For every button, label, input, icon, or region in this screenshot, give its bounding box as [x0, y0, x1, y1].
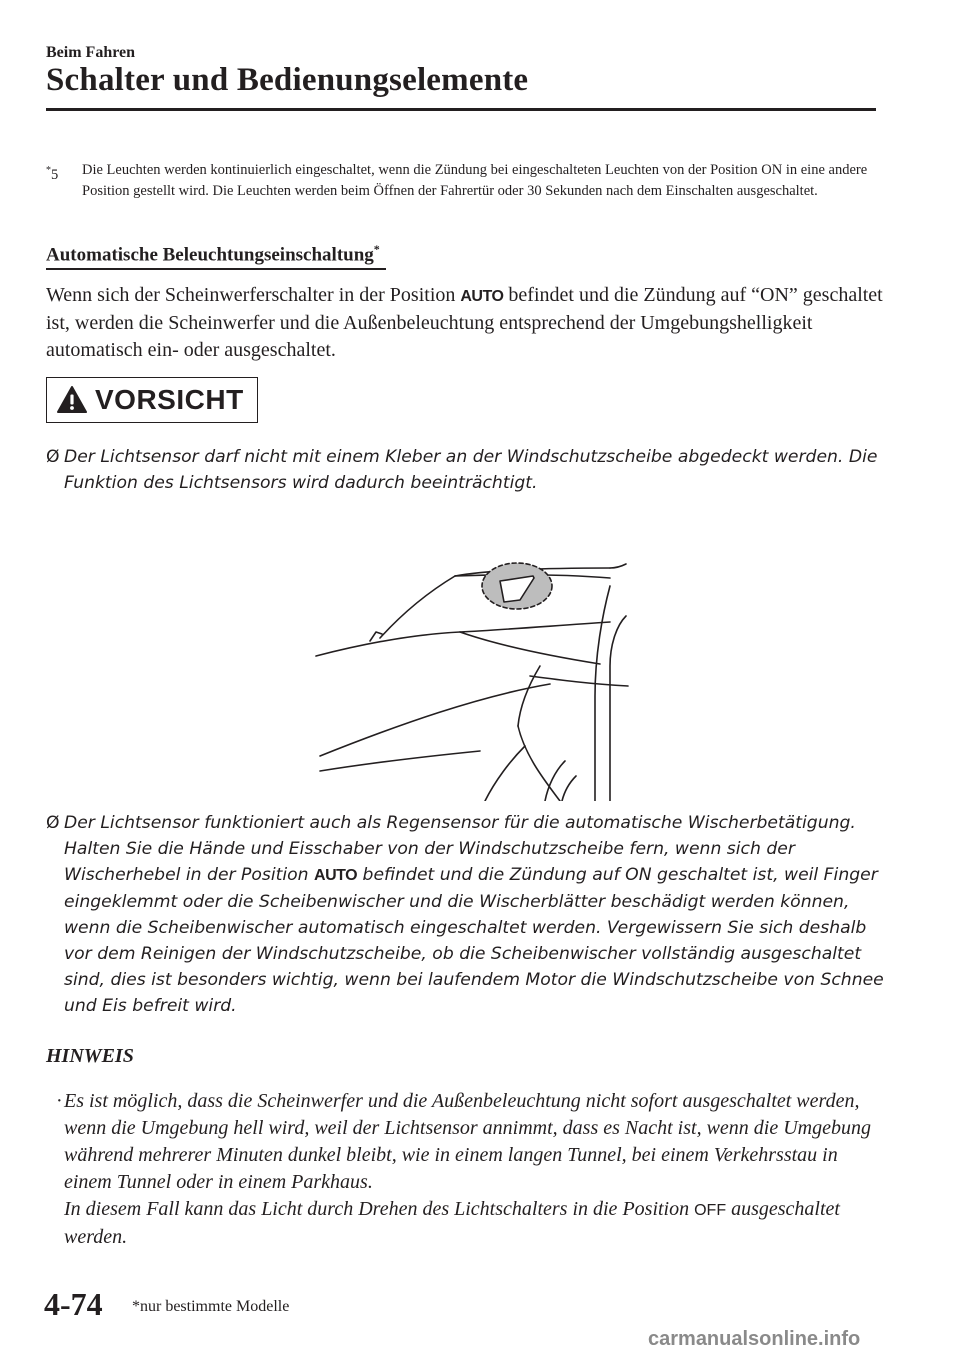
caution-item [46, 444, 886, 496]
body-paragraph: Wenn sich der Scheinwerferschalter in der Position AUTO befindet und die Zündung auf “ON” geschaltet ist, werden die Scheinwerfer und die Außenbeleuchtung entsprechend der Umgebungshelligkeit automatisch ein- oder ausgeschaltet. [46, 284, 883, 361]
section-label: Beim Fahren [46, 44, 136, 61]
arrow-bullet-icon: Ø [46, 447, 60, 467]
off-position-label: OFF [694, 1202, 727, 1219]
auto-position-icon: AUTO [314, 867, 358, 884]
footnote [46, 160, 876, 202]
caution-item-text: Der Lichtsensor darf nicht mit einem Kleber an der Windschutzscheibe abgedeckt werden. Die Funktion des Lichtsensors wird dadurch beeinträchtigt. [64, 447, 878, 493]
caution-item [46, 810, 886, 1019]
auto-position-icon: AUTO [460, 288, 504, 305]
arrow-bullet-icon: Ø [46, 813, 60, 833]
section-heading: Automatische Beleuchtungseinschaltung* [46, 242, 386, 270]
page-number: 4-74 [44, 1286, 103, 1322]
warning-triangle-icon [57, 385, 87, 415]
caution-label: VORSICHT [95, 384, 244, 415]
footnote-text: Die Leuchten werden kontinuierlich eingeschaltet, wenn die Zündung bei eingeschalteten Leuchten von der Position ON in eine andere Position gestellt wird. Die Leuchten werden beim Öffnen der Fahrertür oder 30 Sekunden nach dem Einschalten ausgeschaltet. [82, 162, 868, 199]
note-text: Es ist möglich, dass die Scheinwerfer und die Außenbeleuchtung nicht sofort ausgeschaltet werden, wenn die Umgebung hell wird, weil der Lichtsensor annimmt, dass es Nacht ist, wenn die Umgebung während mehrerer Minuten dunkel bleibt, wie in einem langen Tunnel, bei einem Verkehrsstau in einem Tunnel oder in einem Parkhaus. In diesem Fall kann das Licht durch Drehen des Lichtschalters in die Position OFF ausgeschaltet werden. [64, 1090, 871, 1248]
footnote-marker: *5 [46, 165, 59, 183]
note-heading: HINWEIS [46, 1045, 134, 1067]
footer-footnote: *nur bestimmte Modelle [132, 1298, 290, 1315]
note-item [46, 1088, 886, 1251]
caution-box [46, 377, 258, 423]
windshield-sensor-illustration [310, 556, 630, 801]
watermark: carmanualsonline.info [648, 1328, 861, 1350]
dot-bullet: · [56, 1090, 63, 1112]
title-divider [46, 108, 876, 111]
caution-item-text: Der Lichtsensor funktioniert auch als Regensensor für die automatische Wischerbetätigung. Halten Sie die Hände und Eisschaber von der Windschutzscheibe fern, wenn sich der Wischerhebel in der Position AUTO befindet und die Zündung auf ON geschaltet ist, weil Finger eingeklemmt oder die Scheibenwischer und die Wischerblätter beschädigt werden können, wenn die Scheibenwischer automatisch eingeschaltet werden. Vergewissern Sie sich deshalb vor dem Reinigen der Windschutzscheibe, ob die Scheibenwischer vollständig ausgeschaltet sind, dies ist besonders wichtig, wenn bei laufendem Motor die Windschutzscheibe von Schnee und Eis befreit wird. [64, 813, 884, 1016]
optional-marker: * [373, 242, 380, 256]
page-title: Schalter und Bedienungselemente [46, 62, 529, 98]
